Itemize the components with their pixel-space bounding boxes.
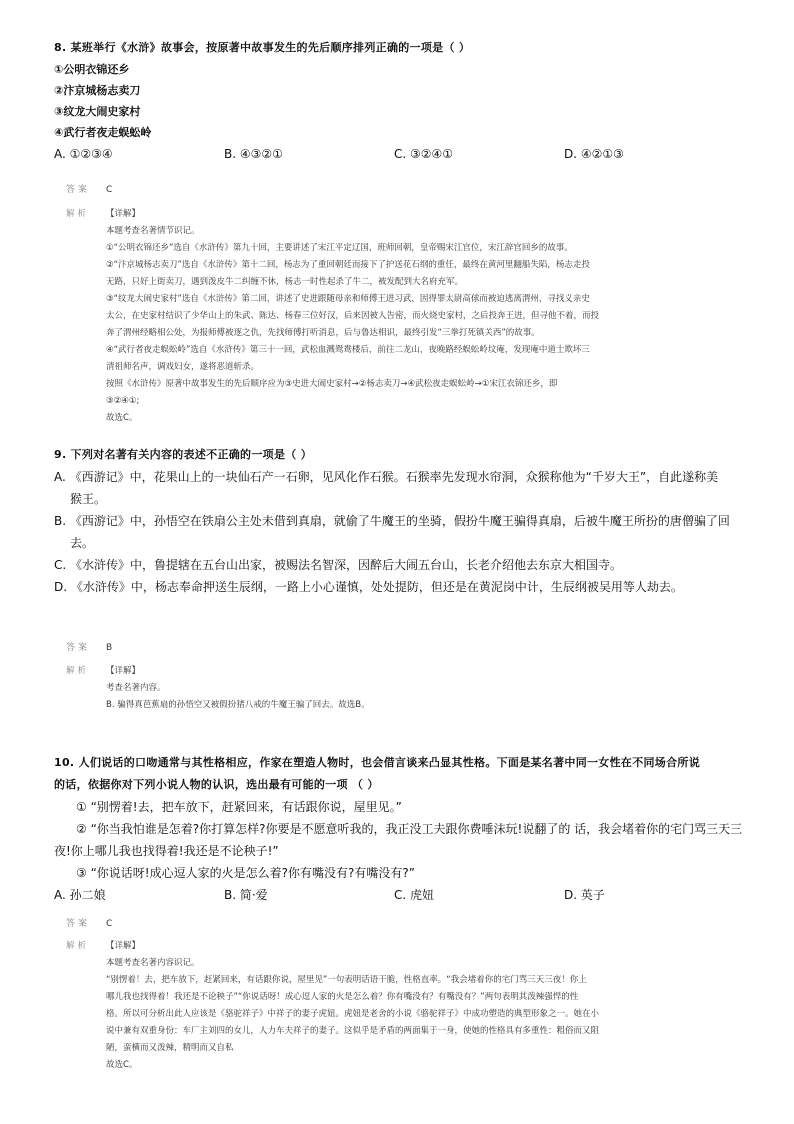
analysis-line: 故选C。 <box>106 413 138 423</box>
analysis-line: 哪儿我也找得着！我还是不论秧子”“你说话呀！成心逗人家的火是怎么着？你有嘴没有？有嘴没有？”两句表明其泼辣强悍的性 <box>106 992 579 1002</box>
question-10-options <box>54 884 744 906</box>
analysis-line: 【详解】 <box>106 941 141 951</box>
analysis-line: 【详解】 <box>106 666 141 676</box>
analysis-line: 说中兼有双重身份：车厂主刘四的女儿，人力车夫祥子的妻子。这似乎是矛盾的两面集于一身，使她的性格具有多重性：粗俗而又阻 <box>106 1026 600 1036</box>
analysis-line: ①“公明衣锦还乡”选自《水浒传》第九十回，主要讲述了宋江平定辽国，班师回朝，皇帝赐宋江官位，宋江辞官回乡的故事。 <box>106 243 573 253</box>
option-a-continued: 猴王。 <box>70 492 107 506</box>
answer-value: B <box>106 643 113 653</box>
analysis-line: “别愣着！去，把车放下，赶紧回来，有话跟你说，屋里见”一句表明话语干脆，性格直率。“我会堵着你的宅门骂三天三夜！你上 <box>106 975 587 985</box>
question-9 <box>54 444 744 598</box>
question-8-item: ③纹龙大闹史家村 <box>54 105 141 118</box>
option-a[interactable]: A. ①②③④ <box>54 147 113 161</box>
analysis-line: 【详解】 <box>106 209 141 219</box>
analysis-line: 本题考查名著情节识记。 <box>106 226 200 236</box>
option-a[interactable]: A. 《西游记》中，花果山上的一块仙石产一石卵，见风化作石猴。石猴率先发现水帘洞，众猴称他为“千岁大王”，自此遂称美 <box>54 470 719 484</box>
option-b[interactable]: B. 简·爱 <box>224 888 268 902</box>
question-9-stem: 9. 下列对名著有关内容的表述不正确的一项是（ ） <box>54 448 312 461</box>
answer-value: C <box>106 919 113 929</box>
question-10-stem-continued: 的话，依据你对下列小说人物的认识，选出最有可能的一项 （ ） <box>54 778 379 791</box>
question-8-item: ②汴京城杨志卖刀 <box>54 84 141 97</box>
option-b-continued: 去。 <box>70 536 95 550</box>
quote-1: ① “别愣着!去，把车放下，赶紧回来，有话跟你说，屋里见。” <box>76 800 402 814</box>
question-8-options <box>54 143 744 165</box>
analysis-line: ③“纹龙大闹史家村”选自《水浒传》第二回，讲述了史进跟随母亲和师傅王进习武，因得罪太尉高俅而被迫逃离渭州，寻找义亲史 <box>106 294 590 304</box>
question-8 <box>54 37 744 165</box>
question-10-answer <box>66 916 112 929</box>
analysis-line: 无路，只好上街卖刀，遇到泼皮牛二纠缠不休，杨志一时性起杀了牛二，被发配到大名府充军。 <box>106 277 464 287</box>
analysis-line: ③②④①; <box>106 396 140 406</box>
option-a[interactable]: A. 孙二娘 <box>54 888 106 902</box>
analysis-label: 解析 <box>66 666 90 676</box>
quote-2: ② “你当我怕谁是怎着?你打算怎样?你要是不愿意听我的，我正没工夫跟你费唾沫玩!说翻了的 话，我会堵着你的宅门骂三天三 <box>76 822 743 836</box>
analysis-line: 格。所以可分析出此人应该是《骆驼祥子》中祥子的妻子虎妞。虎妞是老舍的小说《骆驼祥子》中成功塑造的典型形象之一。她在小 <box>106 1009 600 1019</box>
analysis-line: 陋，蛮横而又泼辣，精明而又自私 <box>106 1043 234 1053</box>
analysis-line: ②“汴京城杨志卖刀”选自《水浒传》第十二回，杨志为了重回朝廷而接下了护送花石纲的重任，最终在黄河里翻船失陷，杨志走投 <box>106 260 590 270</box>
question-8-stem: 8. 某班举行《水浒》故事会，按原著中故事发生的先后顺序排列正确的一项是（ ） <box>54 41 471 54</box>
analysis-line: B. 骗得真芭蕉扇的孙悟空又被假扮猪八戒的牛魔王骗了回去。故选B。 <box>106 700 370 710</box>
option-c[interactable]: C. 虎妞 <box>394 888 435 902</box>
question-9-answer <box>66 640 112 653</box>
option-b[interactable]: B. ④③②① <box>224 147 283 161</box>
option-d[interactable]: D. ④②①③ <box>564 147 624 161</box>
analysis-line: 奔了渭州经略相公处，为报师傅被逐之仇，先找师傅打听消息，后与鲁达相识，最终引发“三拳打死镇关西”的故事。 <box>106 328 540 338</box>
answer-value: C <box>106 185 113 195</box>
answer-label: 答案 <box>66 919 91 929</box>
question-8-item: ④武行者夜走蜈蚣岭 <box>54 126 152 139</box>
analysis-line: ④“武行者夜走蜈蚣岭”选自《水浒传》第三十一回，武松血溅鸳鸯楼后，前往二龙山，夜晚路经蜈蚣岭坟庵，发现庵中道士欺坏三 <box>106 345 590 355</box>
analysis-line: 考查名著内容。 <box>106 683 166 693</box>
analysis-line: 故选C。 <box>106 1060 138 1070</box>
option-d[interactable]: D. 英子 <box>564 888 605 902</box>
option-d[interactable]: D. 《水浒传》中，杨志奉命押送生辰纲，一路上小心谨慎，处处提防，但还是在黄泥岗中计，生辰纲被吴用等人劫去。 <box>54 580 683 594</box>
analysis-line: 按照《水浒传》原著中故事发生的先后顺序应为③史进大闹史家村→②杨志卖刀→④武松夜走蜈蚣岭→①宋江衣锦还乡，即 <box>106 379 558 389</box>
quote-3: ③ “你说话呀!成心逗人家的火是怎么着?你有嘴没有?有嘴没有?” <box>76 866 415 880</box>
question-8-answer <box>66 182 112 195</box>
analysis-line: 清祖师名声，调戏妇女，遂将恶道斩杀。 <box>106 362 260 372</box>
analysis-label: 解析 <box>66 209 90 219</box>
analysis-line: 太公，在史家村结识了少华山上的朱武、陈达、杨春三位好汉，后来因被人告密，而火烧史家村，之后投奔王进，但寻他不着，而投 <box>106 311 600 321</box>
analysis-label: 解析 <box>66 941 90 951</box>
analysis-line: 本题考查名著内容识记。 <box>106 958 200 968</box>
option-c[interactable]: C. ③②④① <box>394 147 454 161</box>
question-8-item: ①公明衣锦还乡 <box>54 63 130 76</box>
option-b[interactable]: B. 《西游记》中，孙悟空在铁扇公主处未借到真扇，就偷了牛魔王的坐骑，假扮牛魔王骗得真扇，后被牛魔王所扮的唐僧骗了回 <box>54 514 730 528</box>
answer-label: 答案 <box>66 643 91 653</box>
option-c[interactable]: C. 《水浒传》中，鲁提辖在五台山出家，被赐法名智深，因醉后大闹五台山，长老介绍他去东京大相国寺。 <box>54 558 623 572</box>
quote-2-continued: 夜!你上哪儿我也找得着!我还是不论秧子!” <box>54 844 279 858</box>
question-10-stem: 10. 人们说话的口吻通常与其性格相应，作家在塑造人物时，也会借言谈来凸显其性格。下面是某名著中同一女性在不同场合所说 <box>54 756 701 769</box>
answer-label: 答案 <box>66 185 91 195</box>
question-10 <box>54 752 744 906</box>
